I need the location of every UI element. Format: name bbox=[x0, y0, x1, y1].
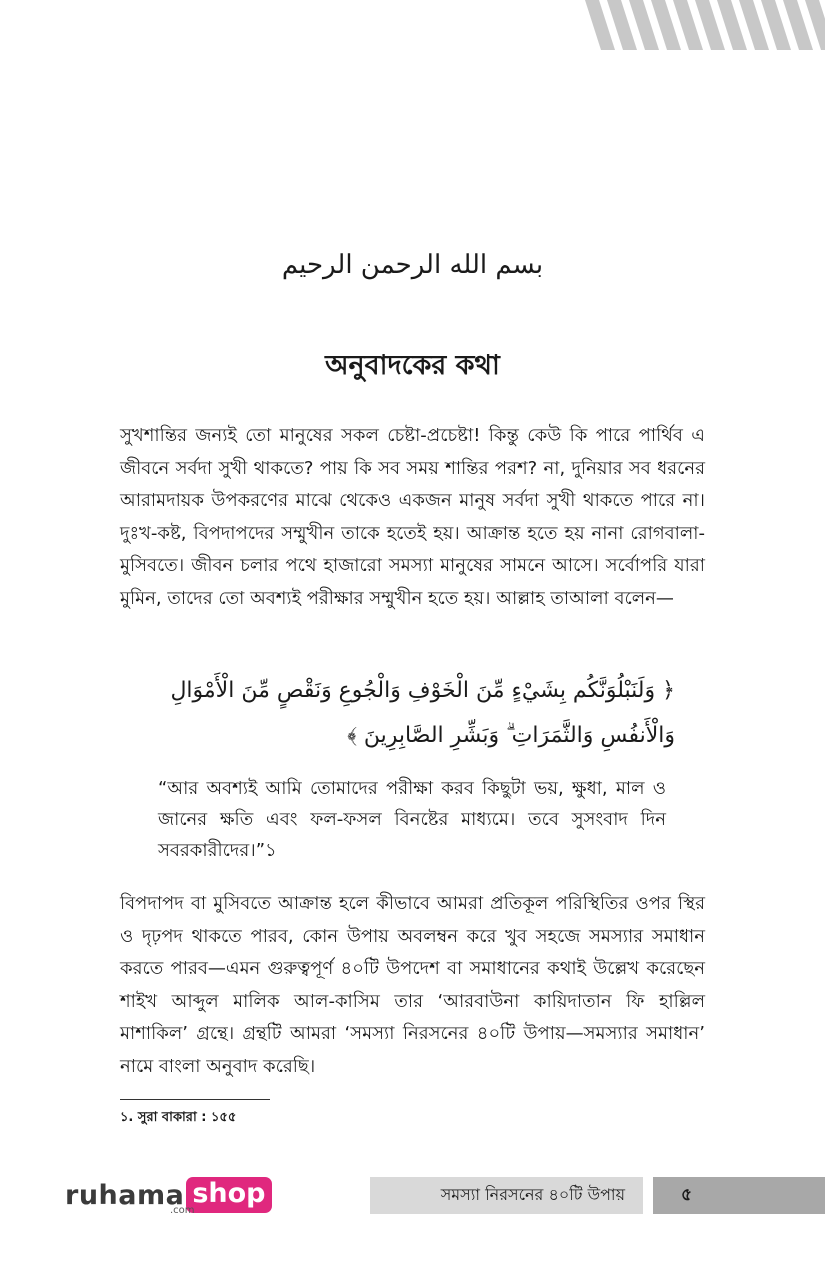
quran-verse-line-2: وَالْأَنفُسِ وَالثَّمَرَاتِ ۗ وَبَشِّرِ الصَّابِرِينَ ﴾ bbox=[347, 723, 675, 748]
logo-text-main: ruhama bbox=[65, 1179, 185, 1211]
logo-subtext: .com bbox=[170, 1205, 195, 1216]
running-footer-title: সমস্যা নিরসনের ৪০টি উপায় bbox=[440, 1185, 625, 1204]
page-number: ৫ bbox=[653, 1177, 825, 1214]
page-title: অনুবাদকের কথা bbox=[325, 350, 500, 381]
page-footer bbox=[370, 1177, 825, 1214]
footnote: ১. সুরা বাকারা : ১৫৫ bbox=[120, 1110, 237, 1125]
quran-verse bbox=[155, 668, 675, 758]
decorative-stripes bbox=[585, 0, 825, 50]
logo-text-box: shop bbox=[186, 1177, 271, 1213]
bismillah-heading: بسم الله الرحمن الرحيم bbox=[281, 250, 544, 280]
quran-verse-line-1: ﴿ وَلَنَبْلُوَنَّكُم بِشَيْءٍ مِّنَ الْخَوْفِ وَالْجُوعِ وَنَقْصٍ مِّنَ الْأَمْوَالِ bbox=[170, 678, 675, 703]
paragraph-intro: সুখশান্তির জন্যই তো মানুষের সকল চেষ্টা-প্রচেষ্টা! কিন্তু কেউ কি পারে পার্থিব এ জীবনে সর্বদা সুখী থাকতে? পায় কি সব সময় শান্তির পরশ? না, দুনিয়ার সব ধরনের আরামদায়ক উপকরণের মাঝে থেকেও একজন মানুষ সর্বদা সুখী থাকতে পারে না। দুঃখ-কষ্ট, বিপদাপদের সম্মুখীন তাকে হতেই হয়। আক্রান্ত হতে হয় নানা রোগবালা-মুসিবতে। জীবন চলার পথে হাজারো সমস্যা মানুষের সামনে আসে। সর্বোপরি যারা মুমিন, তাদের তো অবশ্যই পরীক্ষার সম্মুখীন হতে হয়। আল্লাহ তাআলা বলেন— bbox=[120, 425, 705, 609]
verse-translation: “আর অবশ্যই আমি তোমাদের পরীক্ষা করব কিছুটা ভয়, ক্ষুধা, মাল ও জানের ক্ষতি এবং ফল-ফসল বিনষ্টের মাধ্যমে। তবে সুসংবাদ দিন সবরকারীদের।”১ bbox=[158, 778, 666, 861]
ruhamashop-logo bbox=[65, 1175, 272, 1215]
footnote-divider bbox=[120, 1099, 270, 1100]
footer-separator bbox=[643, 1177, 653, 1214]
paragraph-about-book: বিপদাপদ বা মুসিবতে আক্রান্ত হলে কীভাবে আমরা প্রতিকূল পরিস্থিতির ওপর স্থির ও দৃঢ়পদ থাকতে পারব, কোন উপায় অবলম্বন করে খুব সহজে সমস্যার সমাধান করতে পারব—এমন গুরুত্বপূর্ণ ৪০টি উপদেশ বা সমাধানের কথাই উল্লেখ করেছেন শাইখ আব্দুল মালিক আল-কাসিম তার ‘আরবাউনা কায়িদাতান ফি হাল্লিল মাশাকিল’ গ্রন্থে। গ্রন্থটি আমরা ‘সমস্যা নিরসনের ৪০টি উপায়—সমস্যার সমাধান’ নামে বাংলা অনুবাদ করেছি। bbox=[120, 893, 705, 1077]
